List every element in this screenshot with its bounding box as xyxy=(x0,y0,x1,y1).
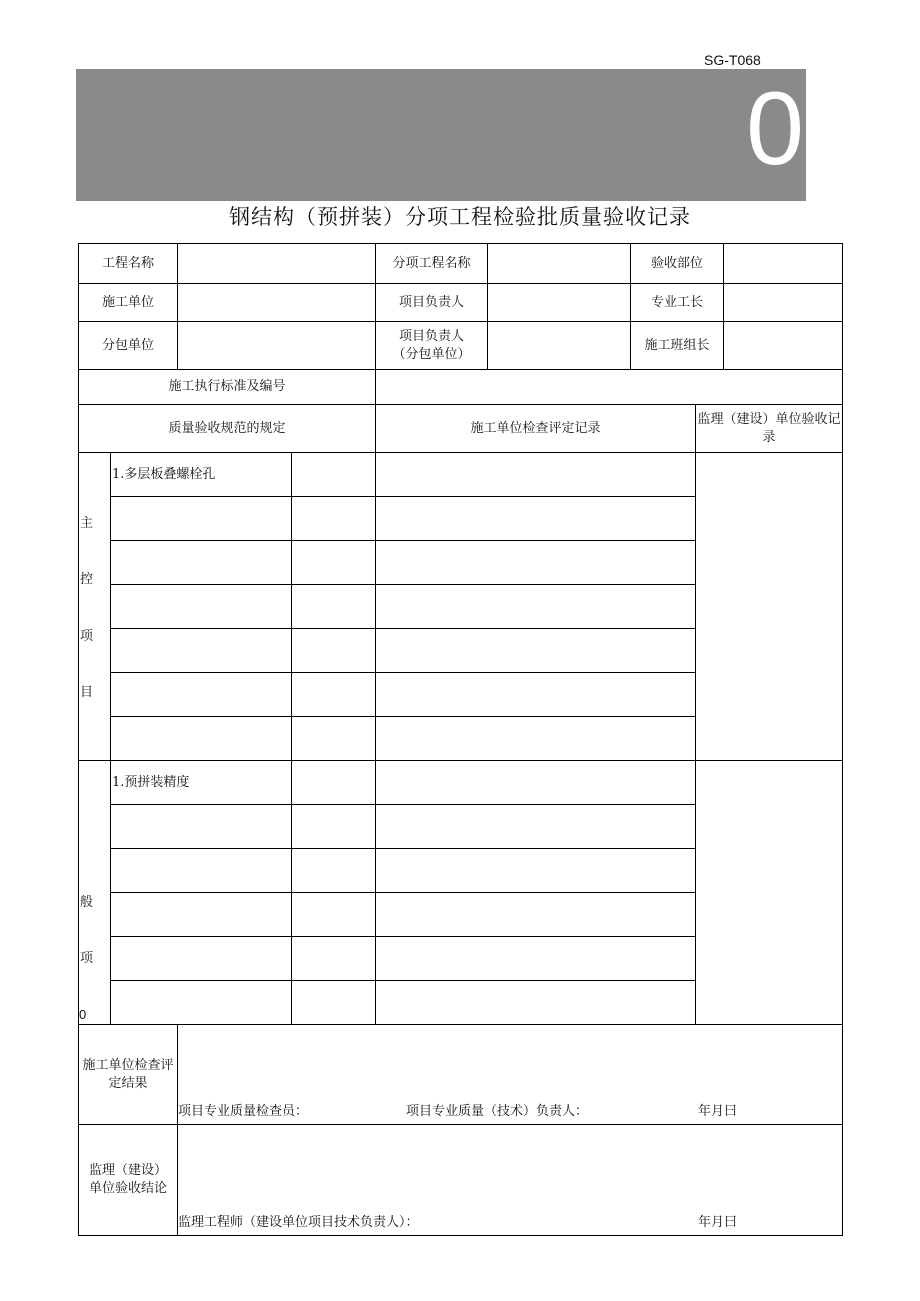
general-record[interactable] xyxy=(376,981,696,1025)
general-item[interactable] xyxy=(111,849,292,893)
subcontract-unit-label: 分包单位 xyxy=(79,322,178,370)
main-control-supervision[interactable] xyxy=(696,453,843,761)
main-control-char-1: 主 xyxy=(80,516,94,531)
result-label: 施工单位检查评定结果 xyxy=(79,1025,178,1125)
main-control-item[interactable] xyxy=(111,717,292,761)
conclusion-signature-area[interactable] xyxy=(178,1125,843,1236)
tech-manager-label: 项目专业质量（技术）负责人： xyxy=(406,1104,589,1119)
quality-inspector-label: 项目专业质量检查员： xyxy=(178,1104,309,1119)
acceptance-part-value[interactable] xyxy=(724,244,843,284)
sub-project-name-label: 分项工程名称 xyxy=(376,244,488,284)
general-supervision[interactable] xyxy=(696,761,843,1025)
main-control-char-3: 项 xyxy=(80,629,94,644)
standard-label: 施工执行标准及编号 xyxy=(79,370,376,405)
main-control-value[interactable] xyxy=(292,453,376,497)
team-leader-value[interactable] xyxy=(724,322,843,370)
general-value[interactable] xyxy=(292,893,376,937)
spec-header: 质量验收规范的规定 xyxy=(79,405,376,453)
main-control-label xyxy=(79,453,111,761)
main-control-record[interactable] xyxy=(376,673,696,717)
general-record[interactable] xyxy=(376,937,696,981)
main-control-char-2: 控 xyxy=(80,572,94,587)
project-manager-label: 项目负责人 xyxy=(376,284,488,322)
general-char-1: 般 xyxy=(80,895,94,910)
specialty-foreman-label: 专业工长 xyxy=(631,284,724,322)
construction-unit-value[interactable] xyxy=(178,284,376,322)
general-record[interactable] xyxy=(376,805,696,849)
result-signature-area[interactable] xyxy=(178,1025,843,1125)
general-value[interactable] xyxy=(292,849,376,893)
general-record[interactable] xyxy=(376,849,696,893)
document-code: SG-T068 xyxy=(704,52,761,68)
subcontract-manager-line2: （分包单位） xyxy=(392,346,471,362)
inspection-form xyxy=(78,243,843,1236)
general-item[interactable] xyxy=(111,937,292,981)
general-value[interactable] xyxy=(292,937,376,981)
main-control-record[interactable] xyxy=(376,497,696,541)
main-control-item[interactable] xyxy=(111,585,292,629)
team-leader-label: 施工班组长 xyxy=(631,322,724,370)
project-name-value[interactable] xyxy=(178,244,376,284)
supervision-record-header: 监理（建设）单位验收记录 xyxy=(696,405,843,453)
project-manager-value[interactable] xyxy=(488,284,631,322)
conclusion-label: 监理（建设）单位验收结论 xyxy=(79,1125,178,1236)
general-item-1: 1.预拼装精度 xyxy=(111,761,292,805)
general-value[interactable] xyxy=(292,805,376,849)
general-record[interactable] xyxy=(376,893,696,937)
general-record[interactable] xyxy=(376,761,696,805)
main-control-record[interactable] xyxy=(376,629,696,673)
general-item[interactable] xyxy=(111,805,292,849)
sub-project-name-value[interactable] xyxy=(488,244,631,284)
general-value[interactable] xyxy=(292,981,376,1025)
general-item[interactable] xyxy=(111,981,292,1025)
construction-unit-label: 施工单位 xyxy=(79,284,178,322)
banner-digit: 0 xyxy=(746,71,804,187)
general-char-2: 项 xyxy=(80,951,94,966)
main-control-record[interactable] xyxy=(376,541,696,585)
main-control-value[interactable] xyxy=(292,541,376,585)
subcontract-manager-value[interactable] xyxy=(488,322,631,370)
main-control-item[interactable] xyxy=(111,541,292,585)
main-control-record[interactable] xyxy=(376,453,696,497)
conclusion-date-label: 年月曰 xyxy=(698,1215,738,1230)
main-control-item[interactable] xyxy=(111,673,292,717)
main-control-char-4: 目 xyxy=(80,685,94,700)
general-value[interactable] xyxy=(292,761,376,805)
subcontract-unit-value[interactable] xyxy=(178,322,376,370)
page-title: 钢结构（预拼装）分项工程检验批质量验收记录 xyxy=(229,205,691,229)
main-control-item-1: 1.多层板叠螺栓孔 xyxy=(111,453,292,497)
general-corner-mark: 0 xyxy=(79,1007,87,1022)
supervising-engineer-label: 监理工程师（建设单位项目技术负责人）： xyxy=(178,1215,419,1230)
standard-value[interactable] xyxy=(376,370,843,405)
main-control-item[interactable] xyxy=(111,629,292,673)
project-name-label: 工程名称 xyxy=(79,244,178,284)
result-date-label: 年月曰 xyxy=(698,1104,738,1119)
subcontract-manager-label xyxy=(376,322,488,370)
main-control-value[interactable] xyxy=(292,717,376,761)
main-control-value[interactable] xyxy=(292,673,376,717)
construction-record-header: 施工单位检查评定记录 xyxy=(376,405,696,453)
main-control-value[interactable] xyxy=(292,585,376,629)
acceptance-part-label: 验收部位 xyxy=(631,244,724,284)
main-control-item[interactable] xyxy=(111,497,292,541)
main-control-record[interactable] xyxy=(376,717,696,761)
header-banner xyxy=(76,69,806,201)
general-items-label xyxy=(79,761,111,1025)
specialty-foreman-value[interactable] xyxy=(724,284,843,322)
main-control-value[interactable] xyxy=(292,497,376,541)
main-control-record[interactable] xyxy=(376,585,696,629)
general-item[interactable] xyxy=(111,893,292,937)
main-control-value[interactable] xyxy=(292,629,376,673)
subcontract-manager-line1: 项目负责人 xyxy=(399,328,465,344)
